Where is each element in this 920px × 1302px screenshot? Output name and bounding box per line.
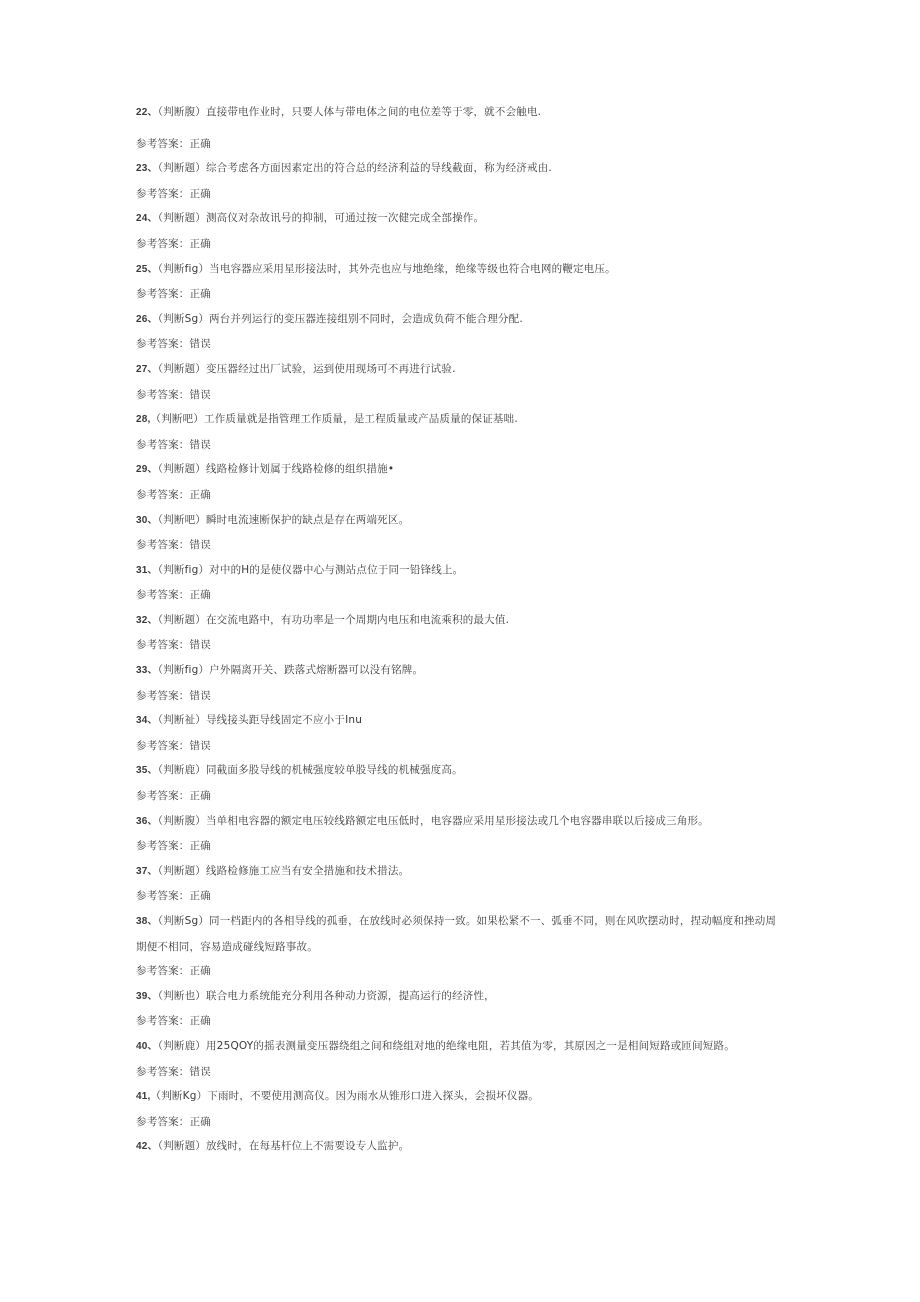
question-item (136, 859, 786, 885)
answer-label: 参考答案： (136, 840, 190, 853)
question-item (136, 1084, 786, 1110)
question-item (136, 156, 786, 182)
question-type: （判断也） (157, 989, 206, 1002)
question-text: 变压器经过出厂试验，运到使用现场可不再进行试验. (205, 362, 456, 375)
question-item (136, 357, 786, 383)
answer-value: 错误 (189, 388, 211, 401)
answer-label: 参考答案： (136, 689, 190, 702)
question-item (136, 809, 786, 835)
question-item (136, 984, 786, 1010)
question-item (136, 658, 786, 684)
question-number: 29、 (136, 464, 158, 476)
answer-label: 参考答案： (136, 589, 190, 602)
answer-value: 错误 (189, 689, 211, 702)
question-number: 36、 (136, 815, 158, 827)
answer-line (136, 433, 786, 458)
question-item (136, 257, 786, 283)
question-number: 26、 (136, 313, 158, 325)
answer-line (136, 734, 786, 759)
question-number: 22、 (136, 107, 158, 118)
answer-label: 参考答案： (136, 137, 190, 150)
answer-line (136, 483, 786, 508)
question-item (136, 307, 786, 333)
question-text: 导线接头距导线固定不应小于Inu (205, 714, 363, 727)
question-type: （判断fig） (157, 563, 210, 576)
question-item (136, 457, 786, 483)
answer-label: 参考答案： (136, 1115, 190, 1128)
answer-value: 正确 (189, 840, 211, 853)
question-item (136, 1034, 786, 1060)
question-text: 瞬时电流速断保护的缺点是存在两端死区。 (205, 513, 410, 526)
question-type: （判断题） (157, 463, 206, 476)
question-item (136, 608, 786, 634)
answer-label: 参考答案： (136, 288, 190, 301)
answer-label: 参考答案： (136, 338, 190, 351)
question-number: 27、 (136, 363, 158, 375)
question-number: 25、 (136, 263, 158, 275)
answer-value: 错误 (189, 539, 211, 552)
question-item (136, 206, 786, 232)
question-number: 38、 (136, 916, 158, 927)
answer-line (136, 884, 786, 909)
question-number: 35、 (136, 765, 158, 777)
question-type: （判断题） (157, 362, 206, 375)
question-number: 37、 (136, 865, 158, 877)
answer-label: 参考答案： (136, 488, 190, 501)
question-text: 测高仪对杂故讯号的抑制，可通过按一次健完成全部操作。 (205, 212, 485, 225)
question-type: （判断腹） (157, 106, 206, 118)
question-item (136, 558, 786, 584)
answer-line (136, 959, 786, 984)
question-number: 32、 (136, 614, 158, 626)
answer-value: 正确 (189, 137, 211, 150)
question-text: 联合电力系统能充分利用各种动力资源，提高运行的经济性， (205, 989, 495, 1002)
question-text: 放线时，在每基杆位上不需要设专人监护。 (205, 1140, 410, 1153)
question-text: 同截面多股导线的机械强度较单股导线的机械强度高。 (205, 764, 463, 777)
question-type: （判断题） (157, 1140, 206, 1153)
answer-value: 正确 (189, 790, 211, 803)
answer-line (136, 834, 786, 859)
question-type: （判断Sg） (157, 312, 210, 325)
question-text: 线路检修计划属于线路检修的组织措施• (205, 463, 395, 476)
answer-value: 正确 (189, 488, 211, 501)
answer-line (136, 332, 786, 357)
answer-value: 正确 (189, 187, 211, 200)
answer-label: 参考答案： (136, 739, 190, 752)
question-type: （判断腹） (157, 814, 206, 827)
question-list (136, 100, 786, 1160)
answer-line (136, 182, 786, 207)
question-number: 42、 (136, 1141, 158, 1153)
question-type: （判断吧） (157, 513, 206, 526)
question-type: （判断题） (157, 162, 206, 175)
answer-line (136, 282, 786, 307)
answer-line (136, 1009, 786, 1034)
question-text: 直接带电作业时，只要人体与带电体之间的电位差等于零，就不会触电. (205, 106, 542, 118)
question-text: 用25QOY的摇表测量变压器绕组之间和绕组对地的绝缘电阻，若其值为零，其原因之一是相间短路或匝间短路。 (205, 1039, 735, 1052)
question-type: （判断fig） (157, 664, 210, 677)
answer-label: 参考答案： (136, 965, 190, 978)
question-text: 在交流电路中，有功功率是一个周期内电压和电流乘积的最大值. (205, 613, 510, 626)
question-type: （判断吧） (150, 413, 205, 426)
question-number: 40、 (136, 1040, 158, 1052)
question-number: 39、 (136, 990, 158, 1002)
question-item (136, 758, 786, 784)
answer-label: 参考答案： (136, 388, 190, 401)
answer-line (136, 132, 786, 157)
answer-value: 正确 (189, 288, 211, 301)
question-type: （判断祉） (157, 714, 206, 727)
question-text: 综合考虑各方面因素定出的符合总的经济利益的导线截面，称为经济戒由. (205, 162, 552, 175)
question-text: 同一档距内的各相导线的孤垂，在放线时必须保持一致。如果松紧不一、弧垂不同，则在风吹摆动时，捏动幅度和挫动周期便不相同，容易造成碰线短路事故。 (136, 915, 777, 953)
question-text: 当单相电容器的额定电压较线路额定电压低时，电容器应采用星形接法或几个电容器串联以后接成三角形。 (205, 814, 709, 827)
answer-value: 错误 (189, 1065, 211, 1078)
answer-value: 正确 (189, 1015, 211, 1028)
question-number: 24、 (136, 213, 158, 225)
question-number: 41, (136, 1091, 151, 1103)
answer-label: 参考答案： (136, 187, 190, 200)
question-text: 户外隔离开关、跌落式熔断器可以没有铭牌。 (209, 664, 424, 677)
answer-line (136, 1060, 786, 1085)
question-item (136, 909, 786, 959)
question-type: （判断题） (157, 212, 206, 225)
answer-label: 参考答案： (136, 1065, 190, 1078)
answer-label: 参考答案： (136, 1015, 190, 1028)
question-item (136, 100, 786, 126)
answer-value: 正确 (189, 965, 211, 978)
answer-label: 参考答案： (136, 790, 190, 803)
question-type: （判断鹿） (157, 764, 206, 777)
answer-label: 参考答案： (136, 639, 190, 652)
question-number: 33、 (136, 665, 158, 677)
answer-line (136, 684, 786, 709)
question-type: （判断Sg） (157, 915, 210, 927)
answer-label: 参考答案： (136, 539, 190, 552)
question-type: （判断鹿） (157, 1039, 206, 1052)
answer-line (136, 232, 786, 257)
answer-value: 正确 (189, 890, 211, 903)
question-type: （判断题） (157, 864, 206, 877)
question-item (136, 407, 786, 433)
answer-label: 参考答案： (136, 237, 190, 250)
question-text: 线路检修施工应当有安全措施和技术措法。 (205, 864, 410, 877)
question-item (136, 508, 786, 534)
question-number: 31、 (136, 564, 158, 576)
answer-line (136, 533, 786, 558)
answer-value: 错误 (189, 639, 211, 652)
answer-value: 正确 (189, 589, 211, 602)
answer-value: 错误 (189, 438, 211, 451)
question-text: 当电容器应采用星形接法时，其外壳也应与地绝缘，绝缘等级也符合电网的鞭定电压。 (209, 262, 616, 275)
answer-line (136, 784, 786, 809)
answer-line (136, 583, 786, 608)
question-text: 下雨时，不要使用测高仪。因为雨水从锥形口进入探头，会损坏仪器。 (207, 1090, 539, 1103)
question-text: 工作质量就是指管理工作质量，是工程质量或产品质量的保证基咄. (204, 413, 518, 426)
answer-line (136, 633, 786, 658)
question-type: （判断fig） (157, 262, 210, 275)
question-number: 28, (136, 414, 151, 426)
answer-line (136, 1110, 786, 1135)
answer-value: 错误 (189, 739, 211, 752)
question-number: 23、 (136, 163, 158, 175)
answer-line (136, 383, 786, 408)
question-item (136, 1134, 786, 1160)
question-number: 30、 (136, 514, 158, 526)
answer-value: 正确 (189, 1115, 211, 1128)
question-text: 两台并列运行的变压器连接组别不同时，会造成负荷不能合理分配. (209, 312, 523, 325)
answer-label: 参考答案： (136, 890, 190, 903)
question-type: （判断Kg） (150, 1090, 208, 1103)
answer-value: 错误 (189, 338, 211, 351)
question-type: （判断题） (157, 613, 206, 626)
question-number: 34、 (136, 715, 158, 727)
question-text: 对中的H的是使仪器中心与测站点位于同一铅锋线上。 (209, 563, 464, 576)
question-item (136, 708, 786, 734)
answer-value: 正确 (189, 237, 211, 250)
answer-label: 参考答案： (136, 438, 190, 451)
